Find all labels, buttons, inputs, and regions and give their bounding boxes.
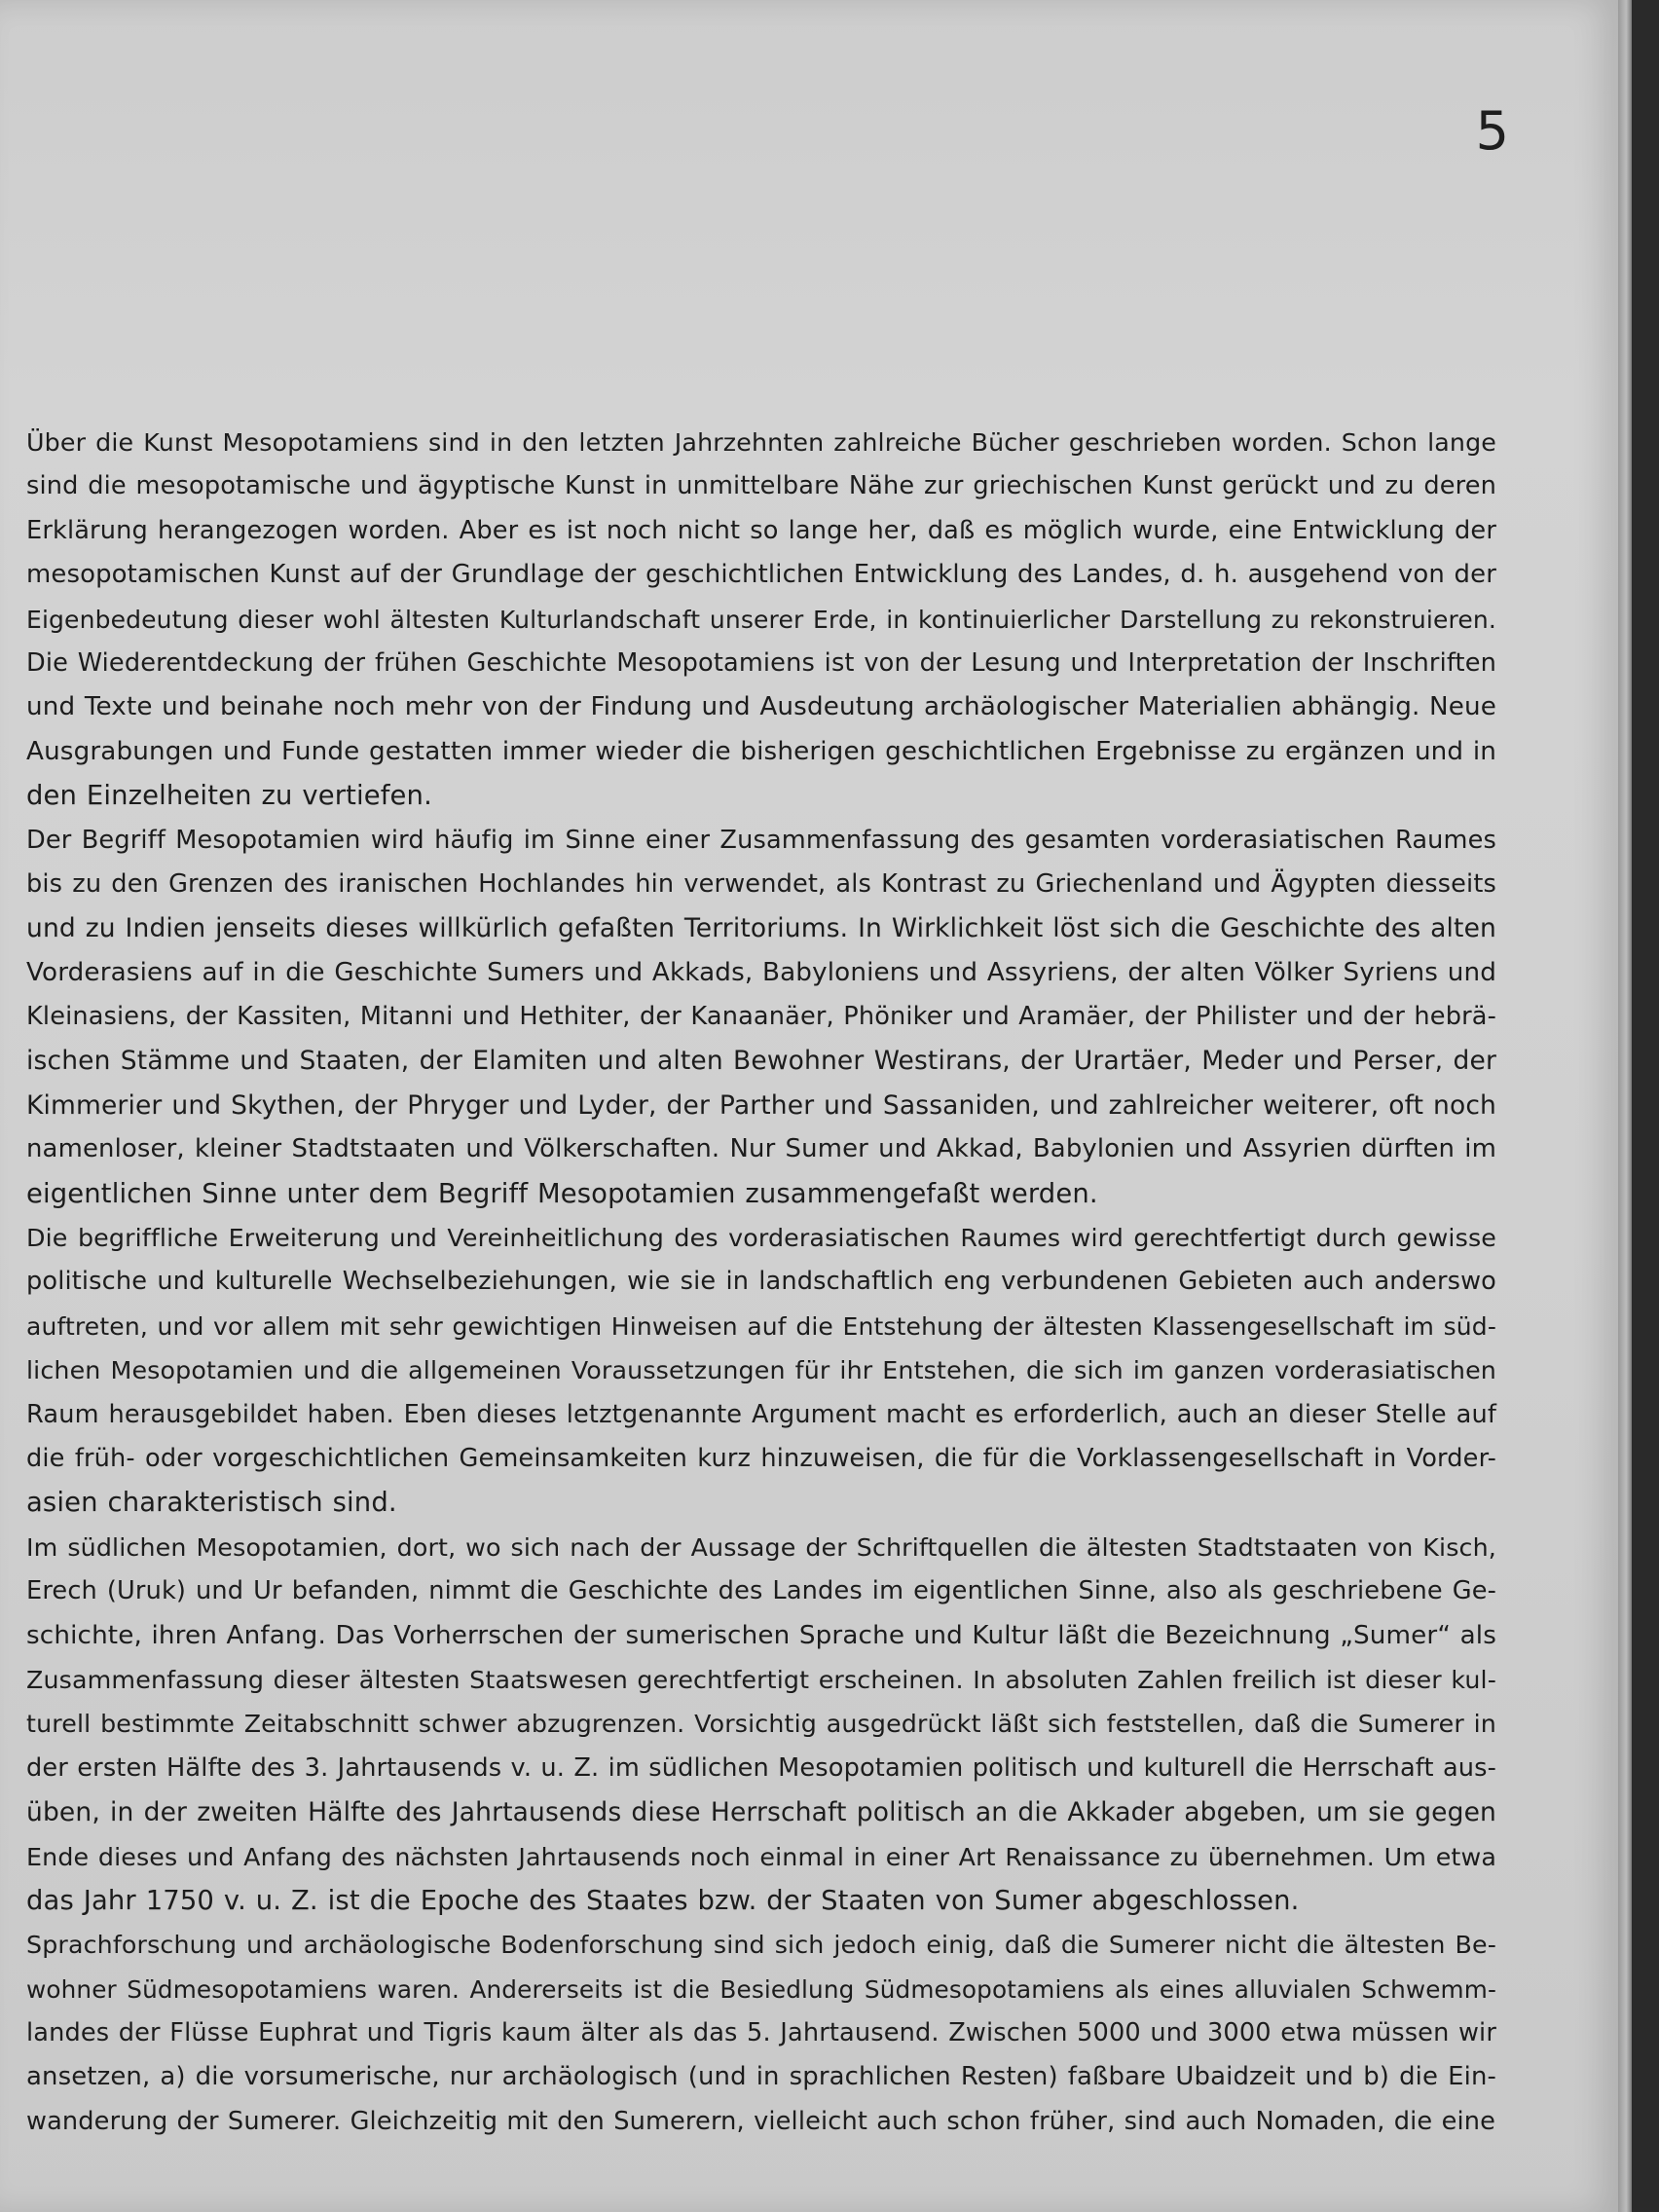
text-line: der ersten Hälfte des 3. Jahrtausends v. u. Z. im südlichen Mesopotamien politisch und kulturell die Herrschaft aus- (26, 1752, 1497, 1783)
text-line: bis zu den Grenzen des iranischen Hochlandes hin verwendet, als Kontrast zu Griechenland und Ägypten diesseits (26, 868, 1496, 899)
text-line: üben, in der zweiten Hälfte des Jahrtausends diese Herrschaft politisch an die Akkader abgeben, um sie gegen (26, 1797, 1496, 1828)
text-line: und Texte und beinahe noch mehr von der Findung und Ausdeutung archäologischer Materialien abhängig. Neue (26, 692, 1496, 722)
text-line: Erech (Uruk) und Ur befanden, nimmt die Geschichte des Landes im eigentlichen Sinne, also als geschriebene Ge- (26, 1576, 1496, 1606)
text-line: und zu Indien jenseits dieses willkürlich gefaßten Territoriums. In Wirklichkeit löst sich die Geschichte des alten (26, 913, 1496, 944)
text-line: politische und kulturelle Wechselbeziehungen, wie sie in landschaftlich eng verbundenen Gebieten auch anderswo (26, 1267, 1496, 1297)
text-line: Der Begriff Mesopotamien wird häufig im Sinne einer Zusammenfassung des gesamten vorderasiatischen Raumes (26, 825, 1496, 855)
text-line: schichte, ihren Anfang. Das Vorherrschen der sumerischen Sprache und Kultur läßt die Bezeichnung „Sumer“ als (26, 1620, 1496, 1650)
paragraph (26, 1923, 1496, 2144)
paragraph (26, 421, 1496, 819)
text-line: Kleinasiens, der Kassiten, Mitanni und Hethiter, der Kanaanäer, Phöniker und Aramäer, der Philister und der hebrä- (26, 1002, 1496, 1032)
text-line: Raum herausgebildet haben. Eben dieses letztgenannte Argument macht es erforderlich, auch an dieser Stelle auf (26, 1399, 1496, 1429)
page-number: 5 (1475, 100, 1509, 162)
text-line: wohner Südmesopotamiens waren. Andererseits ist die Besiedlung Südmesopotamiens als eines alluvialen Schwemm- (26, 1974, 1496, 2004)
text-line: wanderung der Sumerer. Gleichzeitig mit den Sumerern, vielleicht auch schon früher, sind auch Nomaden, die eine (26, 2106, 1496, 2136)
paragraph (26, 1526, 1496, 1924)
text-line: Erklärung herangezogen worden. Aber es ist noch nicht so lange her, daß es möglich wurde, eine Entwicklung der (26, 515, 1496, 545)
text-line: sind die mesopotamische und ägyptische Kunst in unmittelbare Nähe zur griechischen Kunst gerückt und zu deren (26, 471, 1496, 501)
text-line: asien charakteristisch sind. (26, 1488, 397, 1519)
text-line: turell bestimmte Zeitabschnitt schwer abzugrenzen. Vorsichtig ausgedrückt läßt sich feststellen, daß die Sumerer in (26, 1710, 1496, 1739)
text-line: Über die Kunst Mesopotamiens sind in den letzten Jahrzehnten zahlreiche Bücher geschrieben worden. Schon lange (26, 428, 1496, 457)
page-edge (1618, 0, 1632, 2212)
text-line: Vorderasiens auf in die Geschichte Sumers und Akkads, Babyloniens und Assyriens, der alten Völker Syriens und (26, 957, 1496, 987)
text-line: Im südlichen Mesopotamien, dort, wo sich nach der Aussage der Schriftquellen die ältesten Stadtstaaten von Kisch, (26, 1532, 1496, 1562)
text-line: Die Wiederentdeckung der frühen Geschichte Mesopotamiens ist von der Lesung und Interpretation der Inschriften (26, 647, 1496, 678)
text-line: eigentlichen Sinne unter dem Begriff Mesopotamien zusammengefaßt werden. (26, 1178, 1098, 1209)
paragraph (26, 1216, 1496, 1526)
paragraph (26, 819, 1496, 1217)
text-line: Die begriffliche Erweiterung und Vereinheitlichung des vorderasiatischen Raumes wird gerechtfertigt durch gewisse (26, 1224, 1496, 1253)
text-line: landes der Flüsse Euphrat und Tigris kaum älter als das 5. Jahrtausend. Zwischen 5000 und 3000 etwa müssen wir (26, 2018, 1496, 2048)
text-line: den Einzelheiten zu vertiefen. (26, 781, 432, 812)
text-line: Ausgrabungen und Funde gestatten immer wieder die bisherigen geschichtlichen Ergebnisse zu ergänzen und in (26, 736, 1496, 766)
text-line: lichen Mesopotamien und die allgemeinen Voraussetzungen für ihr Entstehen, die sich im ganzen vorderasiatischen (26, 1356, 1496, 1385)
text-line: die früh- oder vorgeschichtlichen Gemeinsamkeiten kurz hinzuweisen, die für die Vorklassengesellschaft in Vorder- (26, 1443, 1496, 1473)
text-line: namenloser, kleiner Stadtstaaten und Völkerschaften. Nur Sumer und Akkad, Babylonien und Assyrien dürften im (26, 1134, 1496, 1164)
text-line: ansetzen, a) die vorsumerische, nur archäologisch (und in sprachlichen Resten) faßbare Ubaidzeit und b) die Ein- (26, 2062, 1496, 2092)
text-line: mesopotamischen Kunst auf der Grundlage der geschichtlichen Entwicklung des Landes, d. h. ausgehend von der (26, 560, 1496, 590)
text-line: das Jahr 1750 v. u. Z. ist die Epoche des Staates bzw. der Staaten von Sumer abgeschlossen. (26, 1885, 1300, 1916)
text-line: Zusammenfassung dieser ältesten Staatswesen gerechtfertigt erscheinen. In absoluten Zahlen freilich ist dieser kul- (26, 1665, 1496, 1694)
body-text (26, 421, 1496, 2144)
text-line: Kimmerier und Skythen, der Phryger und Lyder, der Parther und Sassaniden, und zahlreicher weiterer, oft noch (26, 1089, 1496, 1121)
text-line: Eigenbedeutung dieser wohl ältesten Kulturlandschaft unserer Erde, in kontinuierlicher Darstellung zu rekonstruieren. (26, 605, 1496, 634)
text-line: Ende dieses und Anfang des nächsten Jahrtausends noch einmal in einer Art Renaissance zu übernehmen. Um etwa (26, 1842, 1496, 1871)
text-line: Sprachforschung und archäologische Bodenforschung sind sich jedoch einig, daß die Sumerer nicht die ältesten Be- (26, 1931, 1496, 1960)
text-line: ischen Stämme und Staaten, der Elamiten und alten Bewohner Westirans, der Urartäer, Meder und Perser, der (26, 1046, 1496, 1077)
text-line: auftreten, und vor allem mit sehr gewichtigen Hinweisen auf die Entstehung der ältesten Klassengesellschaft im süd- (26, 1311, 1496, 1341)
